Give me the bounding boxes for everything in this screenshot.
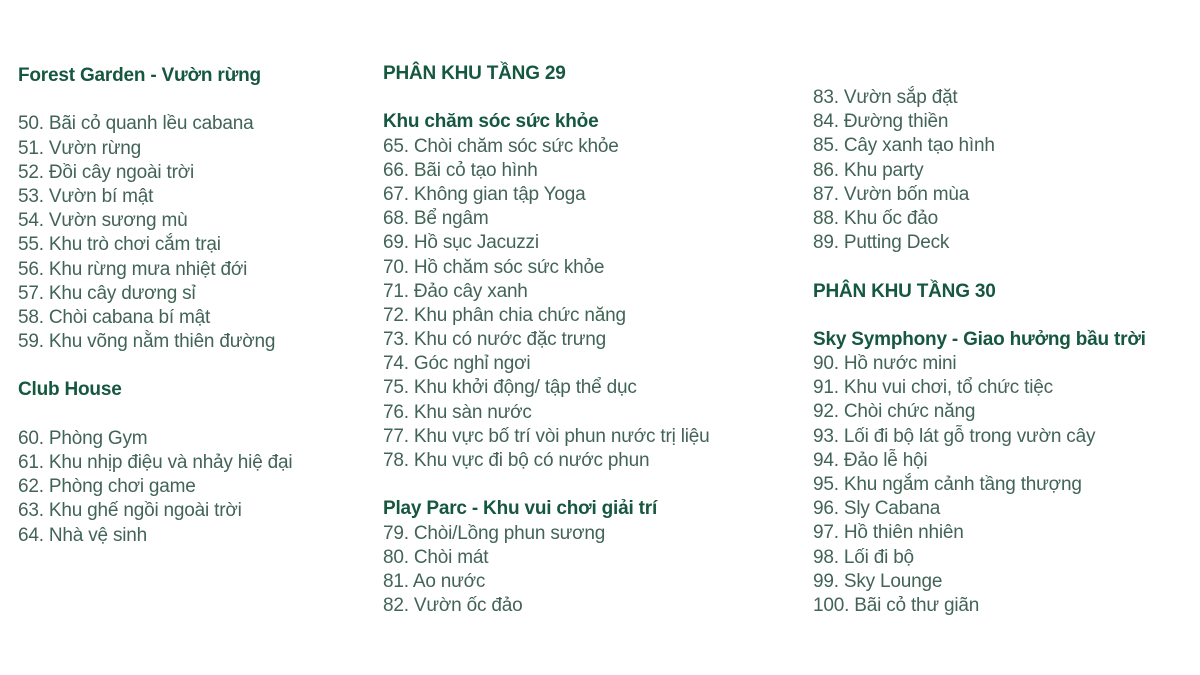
spacer xyxy=(383,473,709,497)
legend-item: 86. Khu party xyxy=(813,159,924,181)
legend-item: 65. Chòi chăm sóc sức khỏe xyxy=(383,135,619,157)
legend-item: 73. Khu có nước đặc trưng xyxy=(383,329,607,351)
legend-item: 88. Khu ốc đảo xyxy=(813,207,939,229)
legend-column-2 xyxy=(383,62,709,618)
legend-item: 50. Bãi cỏ quanh lều cabana xyxy=(18,113,254,135)
legend-item: 67. Không gian tập Yoga xyxy=(383,183,586,205)
legend-item: 51. Vườn rừng xyxy=(18,137,141,159)
legend-item: 75. Khu khởi động/ tập thể dục xyxy=(383,377,637,399)
legend-item: 79. Chòi/Lồng phun sương xyxy=(383,522,606,544)
section-header: Khu chăm sóc sức khỏe xyxy=(383,111,599,133)
legend-item: 69. Hồ sục Jacuzzi xyxy=(383,232,539,254)
legend-item: 74. Góc nghỉ ngơi xyxy=(383,353,531,375)
legend-item: 55. Khu trò chơi cắm trại xyxy=(18,234,221,256)
legend-item: 76. Khu sàn nước xyxy=(383,401,532,423)
legend-item: 98. Lối đi bộ xyxy=(813,546,914,568)
section-header: PHÂN KHU TẦNG 29 xyxy=(383,63,566,84)
legend-column-1 xyxy=(18,64,292,548)
legend-item: 84. Đường thiền xyxy=(813,111,949,133)
legend-item: 83. Vườn sắp đặt xyxy=(813,87,958,108)
legend-item: 68. Bể ngâm xyxy=(383,208,489,230)
legend-item: 66. Bãi cỏ tạo hình xyxy=(383,159,538,181)
legend-item: 53. Vườn bí mật xyxy=(18,185,154,207)
spacer xyxy=(18,403,292,427)
legend-column-3 xyxy=(813,86,1146,618)
legend-item: 96. Sly Cabana xyxy=(813,498,941,520)
legend-item: 94. Đảo lễ hội xyxy=(813,449,928,471)
section-header: Play Parc - Khu vui chơi giải trí xyxy=(383,498,658,520)
legend-item: 92. Chòi chức năng xyxy=(813,401,976,423)
legend-item: 64. Nhà vệ sinh xyxy=(18,524,148,546)
legend-item: 72. Khu phân chia chức năng xyxy=(383,304,626,326)
legend-item: 95. Khu ngắm cảnh tầng thượng xyxy=(813,474,1082,495)
legend-item: 82. Vườn ốc đảo xyxy=(383,595,523,617)
legend-item: 60. Phòng Gym xyxy=(18,427,148,449)
legend-item: 56. Khu rừng mưa nhiệt đới xyxy=(18,258,248,280)
legend-item: 62. Phòng chơi game xyxy=(18,476,196,498)
section-header: Sky Symphony - Giao hưởng bầu trời xyxy=(813,328,1146,350)
legend-item: 54. Vườn sương mù xyxy=(18,210,188,232)
legend-item: 70. Hồ chăm sóc sức khỏe xyxy=(383,256,605,278)
legend-item: 90. Hồ nước mini xyxy=(813,353,957,375)
legend-item: 85. Cây xanh tạo hình xyxy=(813,135,995,157)
legend-item: 52. Đồi cây ngoài trời xyxy=(18,161,194,183)
legend-item: 89. Putting Deck xyxy=(813,232,950,254)
section-header: Club House xyxy=(18,379,122,401)
legend-item: 57. Khu cây dương sỉ xyxy=(18,282,196,304)
legend-item: 100. Bãi cỏ thư giãn xyxy=(813,594,980,616)
legend-item: 71. Đảo cây xanh xyxy=(383,280,528,302)
spacer xyxy=(18,354,292,378)
legend-item: 97. Hồ thiên nhiên xyxy=(813,522,964,544)
spacer xyxy=(18,88,292,112)
section-header: Forest Garden - Vườn rừng xyxy=(18,65,261,86)
legend-item: 93. Lối đi bộ lát gỗ trong vườn cây xyxy=(813,425,1096,447)
legend-item: 80. Chòi mát xyxy=(383,546,489,568)
legend-item: 63. Khu ghế ngồi ngoài trời xyxy=(18,500,242,522)
section-header: PHÂN KHU TẦNG 30 xyxy=(813,280,996,302)
spacer xyxy=(813,304,1146,328)
legend-item: 77. Khu vực bố trí vòi phun nước trị liệu xyxy=(383,425,710,447)
legend-item: 78. Khu vực đi bộ có nước phun xyxy=(383,450,650,471)
legend-item: 99. Sky Lounge xyxy=(813,570,943,592)
legend-item: 59. Khu võng nằm thiên đường xyxy=(18,331,276,353)
legend-item: 87. Vườn bốn mùa xyxy=(813,183,970,205)
legend-item: 91. Khu vui chơi, tổ chức tiệc xyxy=(813,377,1053,399)
spacer xyxy=(383,86,709,110)
legend-item: 61. Khu nhịp điệu và nhảy hiệ đại xyxy=(18,452,293,473)
legend-item: 58. Chòi cabana bí mật xyxy=(18,306,211,328)
spacer xyxy=(813,255,1146,279)
legend-item: 81. Ao nước xyxy=(383,570,486,592)
